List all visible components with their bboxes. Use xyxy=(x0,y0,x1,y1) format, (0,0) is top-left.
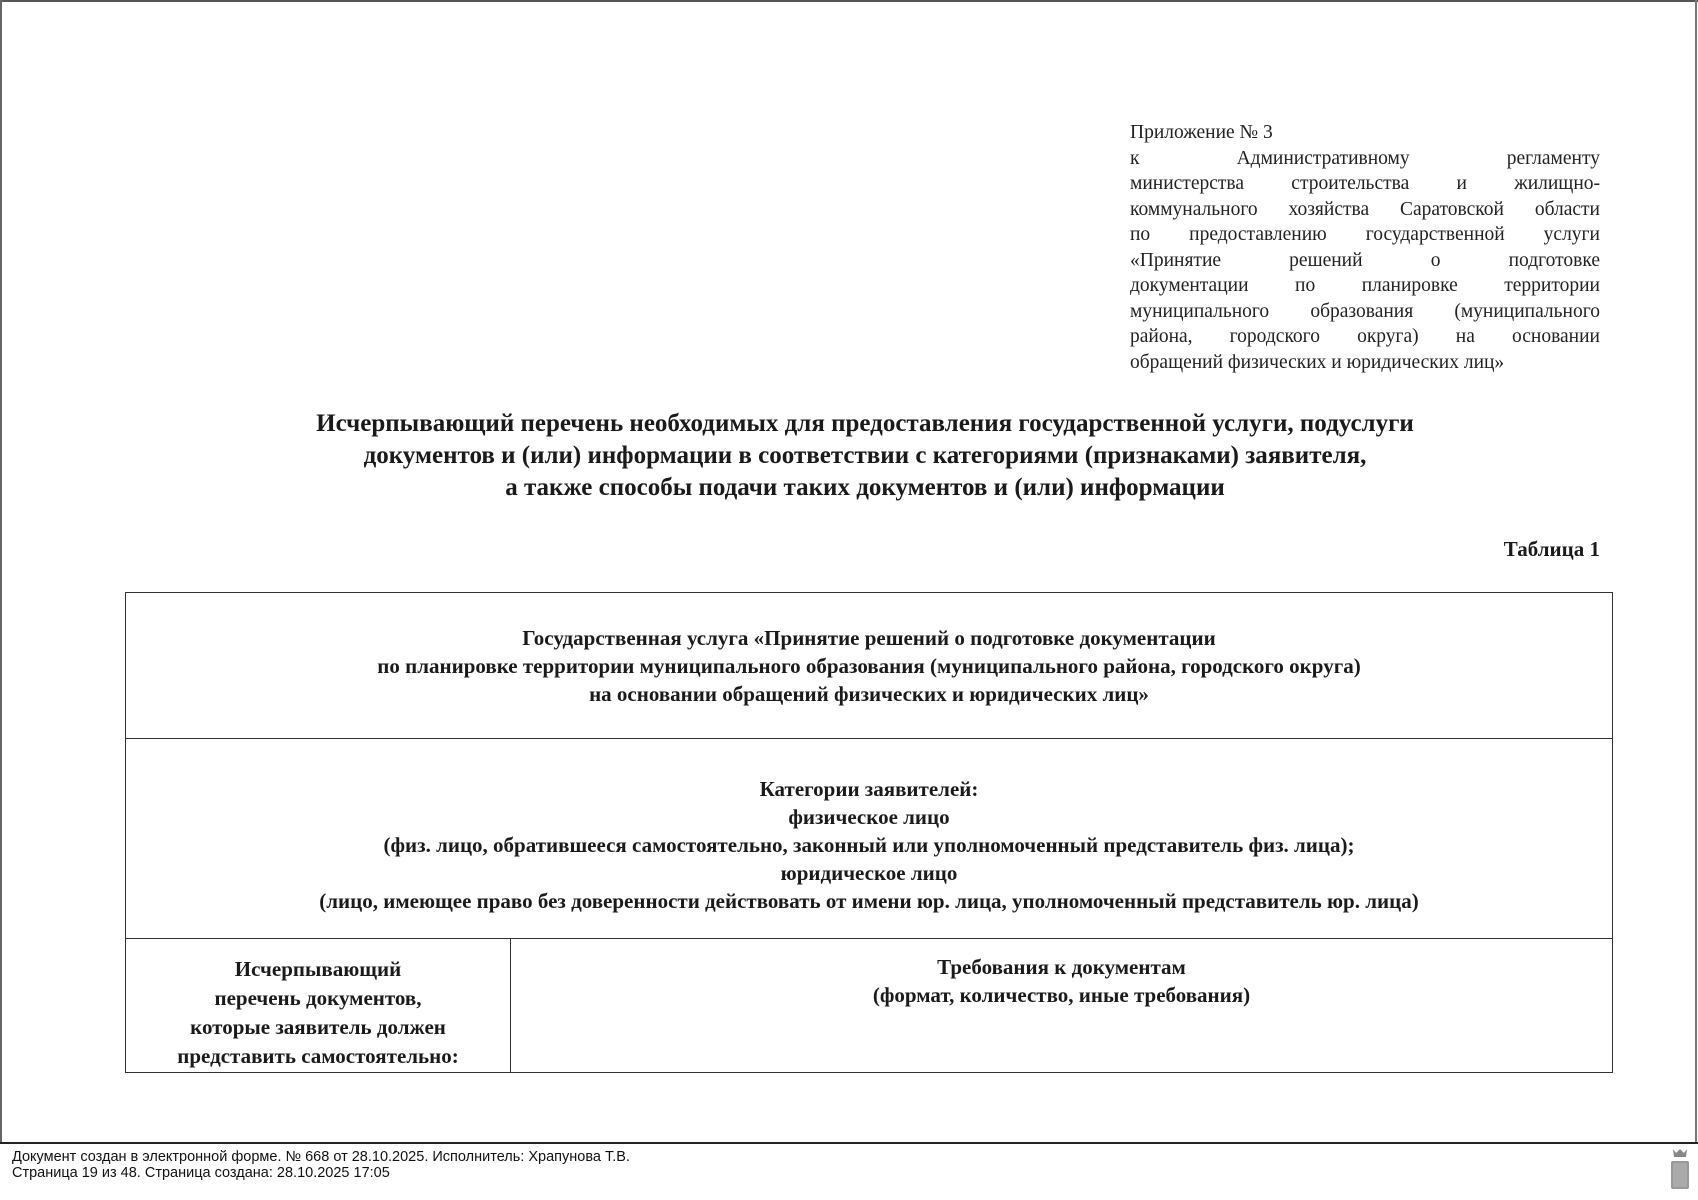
header-line: перечень документов, xyxy=(214,986,422,1010)
page-top-border xyxy=(0,0,1698,2)
table-label: Таблица 1 xyxy=(1503,537,1600,561)
category-line: (лицо, имеющее право без доверенности действовать от имени юр. лица, уполномоченный представитель юр. лица) xyxy=(319,889,1419,913)
document-title xyxy=(130,408,1600,504)
appendix-line: Приложение № 3 xyxy=(1130,122,1273,143)
category-line: юридическое лицо xyxy=(780,861,958,885)
footer-line: Документ создан в электронной форме. № 668 от 28.10.2025. Исполнитель: Храпунова Т.В. xyxy=(12,1149,630,1165)
appendix-line: муниципального образования (муниципального xyxy=(1130,300,1600,322)
appendix-line: министерства строительства и жилищно- xyxy=(1130,173,1600,194)
header-line: (формат, количество, иные требования) xyxy=(872,983,1251,1007)
document-footer xyxy=(12,1149,1612,1181)
appendix-line: по предоставлению государственной услуги xyxy=(1130,224,1600,245)
documents-list-header xyxy=(126,939,511,1072)
page-right-border xyxy=(1695,0,1697,1142)
service-name-row xyxy=(126,593,1612,739)
page-left-border xyxy=(0,0,2,1142)
title-line: а также способы подачи таких документов и (или) информации xyxy=(505,474,1225,501)
category-line: физическое лицо xyxy=(788,805,950,829)
service-line: Государственная услуга «Принятие решений о подготовке документации xyxy=(522,626,1216,650)
header-line: Требования к документам xyxy=(937,955,1186,979)
title-line: Исчерпывающий перечень необходимых для предоставления государственной услуги, подуслуги xyxy=(316,410,1414,437)
header-line: представить самостоятельно: xyxy=(177,1044,459,1068)
appendix-line: района, городского округа) на основании xyxy=(1130,326,1600,347)
footer-divider xyxy=(0,1142,1698,1144)
title-line: документов и (или) информации в соответствии с категориями (признаками) заявителя, xyxy=(363,442,1367,469)
header-line: которые заявитель должен xyxy=(190,1015,446,1039)
header-line: Исчерпывающий xyxy=(234,957,402,981)
applicant-categories-row xyxy=(126,739,1612,939)
column-header-row xyxy=(126,939,1612,1072)
appendix-note xyxy=(1130,120,1600,375)
requirements-table xyxy=(125,592,1613,1073)
requirements-header xyxy=(511,939,1612,1072)
service-line: по планировке территории муниципального образования (муниципального района, городского округа) xyxy=(377,654,1361,678)
coat-of-arms-icon xyxy=(1670,1147,1690,1191)
appendix-line: документации по планировке территории xyxy=(1130,275,1600,296)
appendix-line: коммунального хозяйства Саратовской области xyxy=(1130,198,1600,220)
appendix-line: к Административному регламенту xyxy=(1130,147,1600,169)
service-line: на основании обращений физических и юридических лиц» xyxy=(589,682,1149,706)
category-line: Категории заявителей: xyxy=(759,777,979,801)
category-line: (физ. лицо, обратившееся самостоятельно, законный или уполномоченный представитель физ. лица); xyxy=(383,833,1355,857)
appendix-line: «Принятие решений о подготовке xyxy=(1130,249,1600,271)
footer-line: Страница 19 из 48. Страница создана: 28.10.2025 17:05 xyxy=(12,1165,390,1181)
appendix-line: обращений физических и юридических лиц» xyxy=(1130,351,1505,373)
